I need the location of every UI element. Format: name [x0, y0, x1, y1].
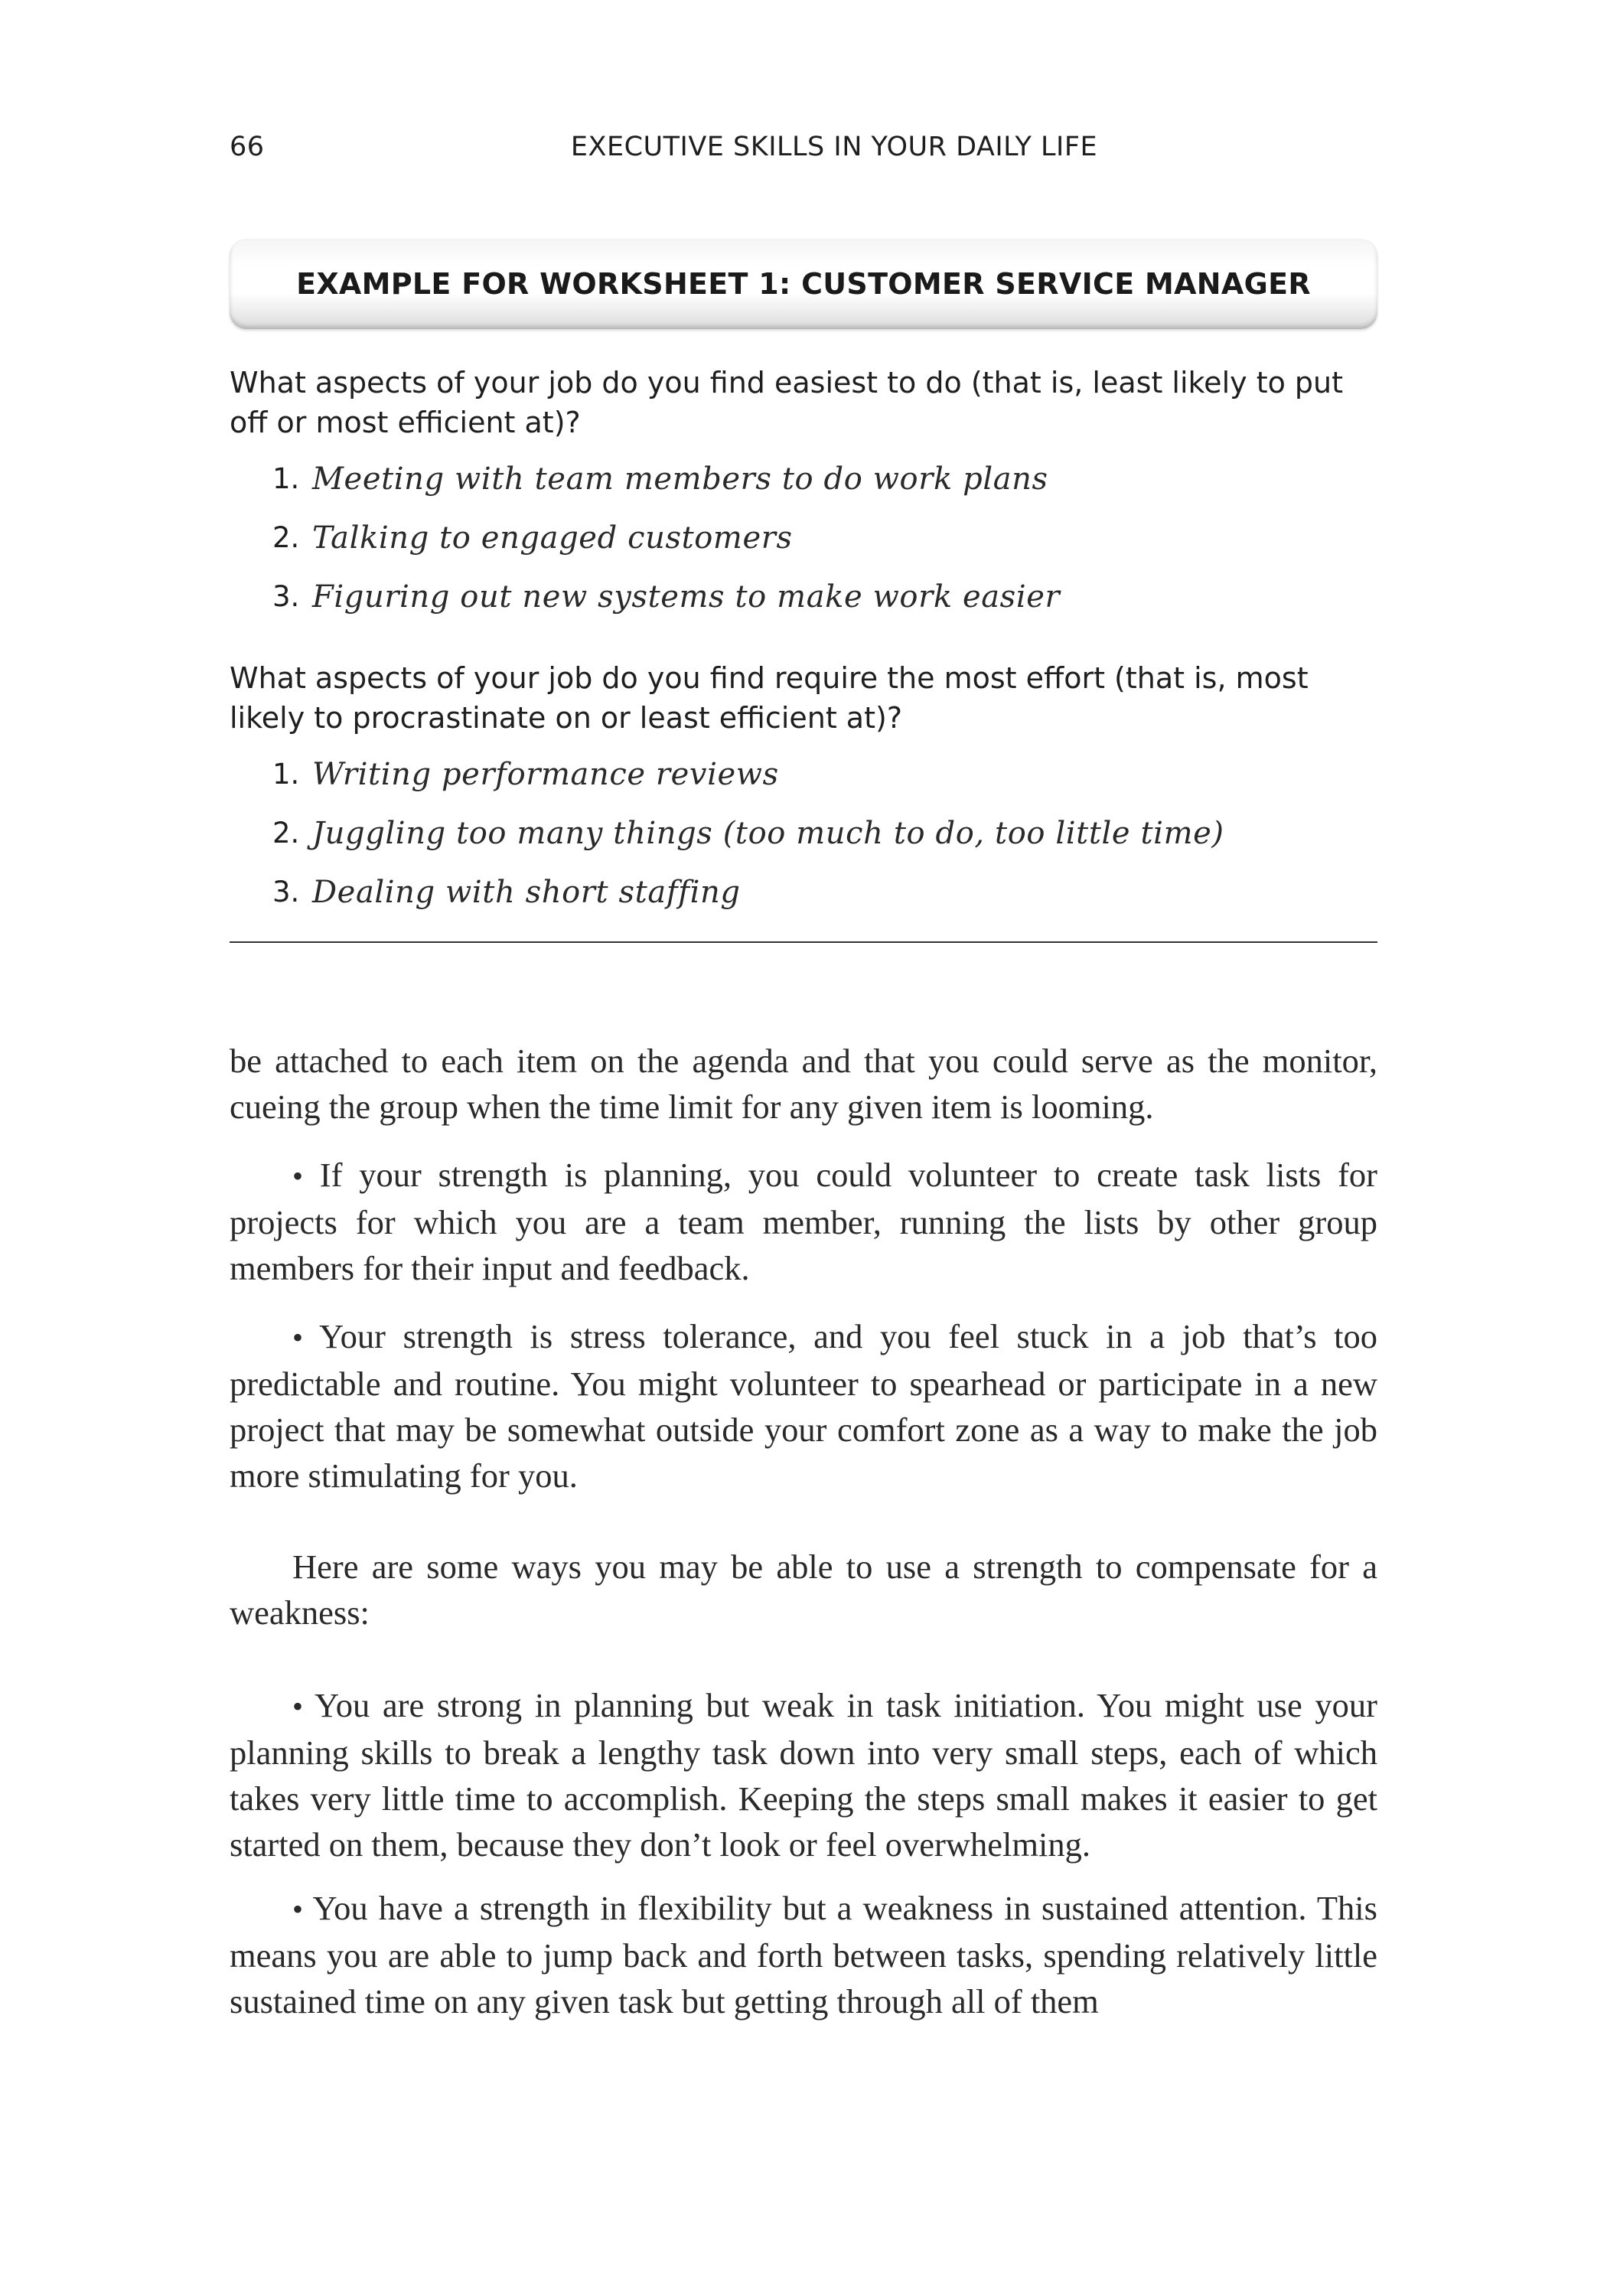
list-item [272, 577, 1374, 636]
bullet-paragraph [230, 1152, 1377, 1291]
handwritten-answer: Figuring out new systems to make work easier [312, 579, 1061, 615]
worksheet-question-easiest: What aspects of your job do you find easiest to do (that is, least likely to put off or most efficient at)? [230, 366, 1344, 439]
bullet-paragraph [230, 1885, 1377, 2024]
list-item [272, 872, 1374, 931]
running-head [230, 132, 1377, 170]
answer-list-most-effort [272, 755, 1374, 931]
worksheet-divider [230, 941, 1377, 943]
answer-number: 1. [272, 462, 300, 495]
list-item [272, 459, 1374, 518]
bullet-text: You have a strength in flexibility but a weakness in sustained attention. This means you are able to jump back and forth between tasks, spending relatively little sustained time on any given task but getting through all of them [230, 1889, 1377, 2020]
handwritten-answer: Juggling too many things (too much to do, too little time) [312, 816, 1224, 851]
body-paragraph: be attached to each item on the agenda and that you could serve as the monitor, cueing the group when the time limit for any given item is looming. [230, 1042, 1377, 1126]
answer-number: 3. [272, 580, 300, 613]
handwritten-answer: Writing performance reviews [312, 757, 779, 792]
worksheet-title: EXAMPLE FOR WORKSHEET 1: CUSTOMER SERVICE MANAGER [296, 267, 1311, 301]
bullet-icon: • [292, 1159, 304, 1193]
running-title: EXECUTIVE SKILLS IN YOUR DAILY LIFE [570, 132, 1098, 162]
page-number: 66 [230, 132, 265, 162]
bullet-paragraph [230, 1682, 1377, 1867]
bullet-icon: • [292, 1892, 304, 1926]
bullet-icon: • [292, 1320, 304, 1355]
worksheet-title-box [230, 239, 1377, 329]
answer-number: 2. [272, 521, 300, 554]
handwritten-answer: Dealing with short staffing [312, 875, 741, 910]
bullet-icon: • [292, 1689, 304, 1724]
list-item [272, 814, 1374, 872]
answer-number: 3. [272, 876, 300, 908]
answer-number: 1. [272, 758, 300, 791]
answer-number: 2. [272, 817, 300, 850]
handwritten-answer: Talking to engaged customers [312, 520, 793, 556]
list-item [272, 755, 1374, 814]
body-paragraph: Here are some ways you may be able to use a strength to compensate for a weakness: [230, 1548, 1377, 1632]
worksheet-question-most-effort: What aspects of your job do you find require the most effort (that is, most likely to procrastinate on or least efficient at)? [230, 661, 1309, 735]
bullet-text: If your strength is planning, you could volunteer to create task lists for projects for which you are a team member, running the lists by other group members for their input and feedback. [230, 1156, 1377, 1287]
bullet-paragraph [230, 1313, 1377, 1499]
answer-list-easiest [272, 459, 1374, 636]
handwritten-answer: Meeting with team members to do work plans [312, 461, 1048, 497]
bullet-text: Your strength is stress tolerance, and you feel stuck in a job that’s too predictable and routine. You might volunteer to spearhead or participate in a new project that may be somewhat outside your comfort zone as a way to make the job more stimulating for you. [230, 1317, 1377, 1495]
list-item [272, 518, 1374, 577]
bullet-text: You are strong in planning but weak in task initiation. You might use your planning skills to break a lengthy task down into very small steps, each of which takes very little time to accomplish. Keeping the steps small makes it easier to get started on them, because they don’t look or feel overwhelming. [230, 1686, 1377, 1864]
